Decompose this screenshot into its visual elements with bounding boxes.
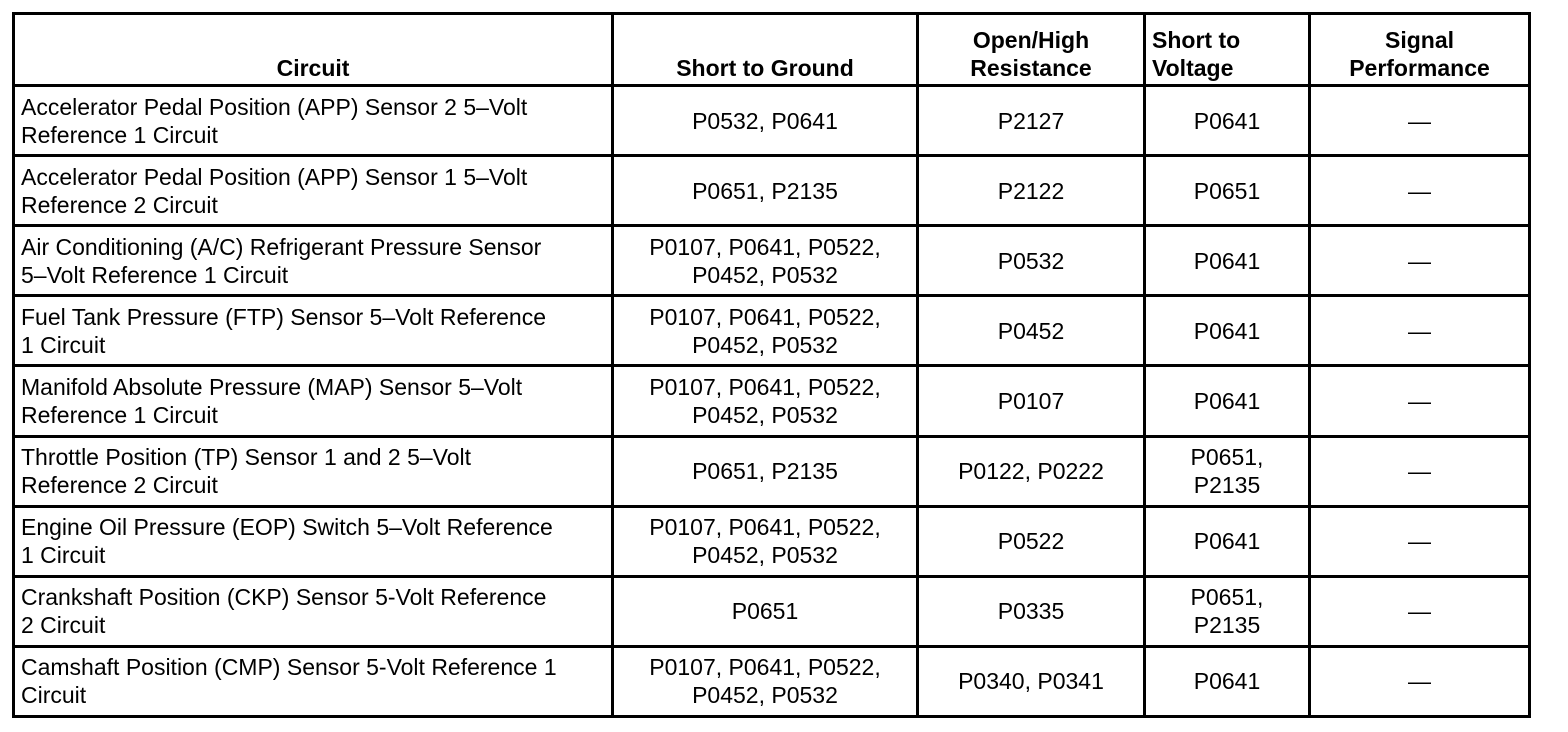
circuit-cell: Engine Oil Pressure (EOP) Switch 5–Volt Reference 1 Circuit [14, 506, 613, 576]
signal-performance-cell: — [1310, 576, 1530, 646]
table-row [14, 506, 1530, 576]
signal-performance-cell: — [1310, 296, 1530, 366]
circuit-cell: Throttle Position (TP) Sensor 1 and 2 5–Volt Reference 2 Circuit [14, 436, 613, 506]
short-to-voltage-cell: P0651 [1145, 156, 1310, 226]
open-high-resistance-cell: P0452 [918, 296, 1145, 366]
dtc-circuit-table [12, 12, 1531, 718]
short-to-ground-cell: P0532, P0641 [613, 86, 918, 156]
open-high-resistance-cell: P2127 [918, 86, 1145, 156]
open-high-resistance-cell: P2122 [918, 156, 1145, 226]
header-open-high-resistance: Open/High Resistance [918, 14, 1145, 86]
table-row [14, 156, 1530, 226]
circuit-cell: Fuel Tank Pressure (FTP) Sensor 5–Volt Reference 1 Circuit [14, 296, 613, 366]
table-row [14, 226, 1530, 296]
short-to-ground-cell: P0651, P2135 [613, 436, 918, 506]
signal-performance-cell: — [1310, 646, 1530, 716]
short-to-voltage-cell: P0641 [1145, 646, 1310, 716]
short-to-ground-cell: P0107, P0641, P0522, P0452, P0532 [613, 366, 918, 436]
open-high-resistance-cell: P0532 [918, 226, 1145, 296]
open-high-resistance-cell: P0107 [918, 366, 1145, 436]
signal-performance-cell: — [1310, 156, 1530, 226]
open-high-resistance-cell: P0335 [918, 576, 1145, 646]
table-row [14, 576, 1530, 646]
short-to-ground-cell: P0107, P0641, P0522, P0452, P0532 [613, 296, 918, 366]
short-to-voltage-cell: P0641 [1145, 226, 1310, 296]
table-row [14, 296, 1530, 366]
open-high-resistance-cell: P0122, P0222 [918, 436, 1145, 506]
circuit-cell: Manifold Absolute Pressure (MAP) Sensor 5–Volt Reference 1 Circuit [14, 366, 613, 436]
open-high-resistance-cell: P0340, P0341 [918, 646, 1145, 716]
circuit-cell: Camshaft Position (CMP) Sensor 5-Volt Reference 1 Circuit [14, 646, 613, 716]
header-short-to-ground: Short to Ground [613, 14, 918, 86]
short-to-voltage-cell: P0641 [1145, 86, 1310, 156]
table-row [14, 646, 1530, 716]
header-circuit: Circuit [14, 14, 613, 86]
circuit-cell: Accelerator Pedal Position (APP) Sensor 2 5–Volt Reference 1 Circuit [14, 86, 613, 156]
header-signal-performance: Signal Performance [1310, 14, 1530, 86]
circuit-cell: Crankshaft Position (CKP) Sensor 5-Volt Reference 2 Circuit [14, 576, 613, 646]
circuit-cell: Air Conditioning (A/C) Refrigerant Pressure Sensor 5–Volt Reference 1 Circuit [14, 226, 613, 296]
short-to-ground-cell: P0651 [613, 576, 918, 646]
signal-performance-cell: — [1310, 366, 1530, 436]
short-to-voltage-cell: P0641 [1145, 296, 1310, 366]
header-short-to-voltage: Short to Voltage [1145, 14, 1310, 86]
signal-performance-cell: — [1310, 506, 1530, 576]
short-to-voltage-cell: P0651, P2135 [1145, 576, 1310, 646]
table-row [14, 366, 1530, 436]
short-to-voltage-cell: P0641 [1145, 506, 1310, 576]
short-to-voltage-cell: P0641 [1145, 366, 1310, 436]
signal-performance-cell: — [1310, 226, 1530, 296]
signal-performance-cell: — [1310, 86, 1530, 156]
signal-performance-cell: — [1310, 436, 1530, 506]
circuit-cell: Accelerator Pedal Position (APP) Sensor 1 5–Volt Reference 2 Circuit [14, 156, 613, 226]
short-to-ground-cell: P0107, P0641, P0522, P0452, P0532 [613, 226, 918, 296]
header-row [14, 14, 1530, 86]
short-to-ground-cell: P0651, P2135 [613, 156, 918, 226]
open-high-resistance-cell: P0522 [918, 506, 1145, 576]
table-row [14, 436, 1530, 506]
short-to-voltage-cell: P0651, P2135 [1145, 436, 1310, 506]
short-to-ground-cell: P0107, P0641, P0522, P0452, P0532 [613, 646, 918, 716]
table-row [14, 86, 1530, 156]
short-to-ground-cell: P0107, P0641, P0522, P0452, P0532 [613, 506, 918, 576]
